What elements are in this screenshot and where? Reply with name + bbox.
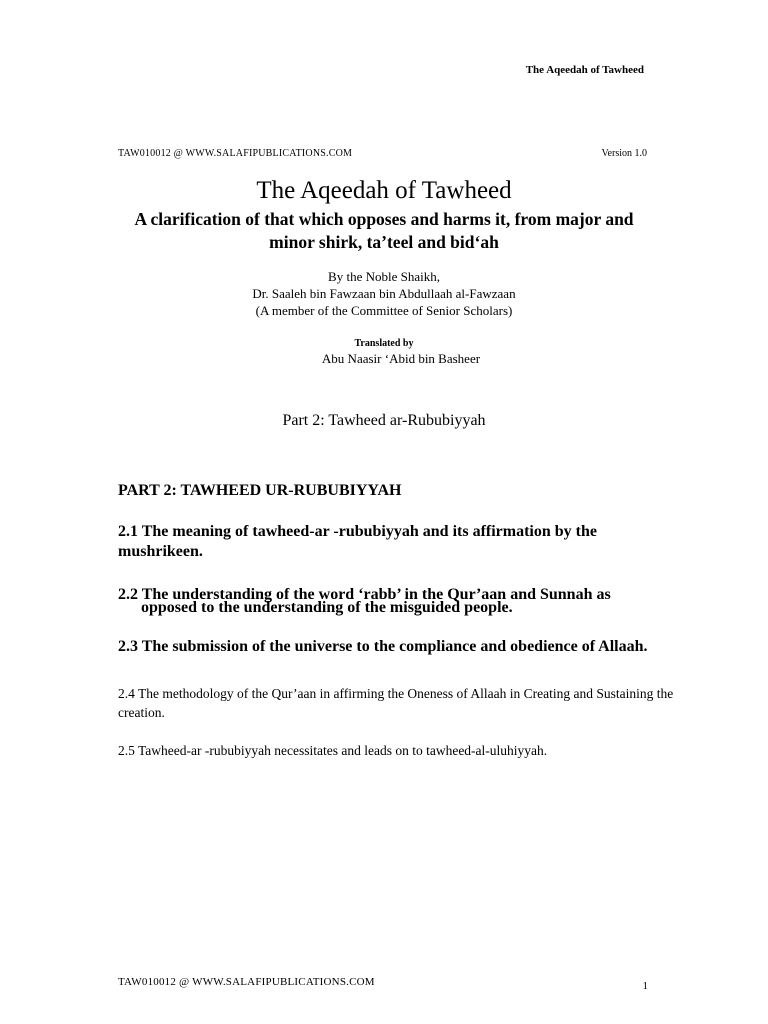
- version-label: Version 1.0: [601, 148, 647, 159]
- document-id: TAW010012 @ WWW.SALAFIPUBLICATIONS.COM: [118, 148, 353, 159]
- author-name: Dr. Saaleh bin Fawzaan bin Abdullaah al-Fawzaan: [252, 286, 516, 301]
- running-header-title: The Aqeedah of Tawheed: [525, 64, 644, 76]
- contents-item-2-2-line-1: 2.2 The understanding of the word ‘rabb’ in the Qur’aan and Sunnah as: [118, 586, 611, 603]
- author-honorific: By the Noble Shaikh,: [328, 269, 440, 284]
- translated-by-label: Translated by: [354, 338, 414, 349]
- author-block: [0, 268, 768, 319]
- contents-item-2-5: 2.5 Tawheed-ar -rububiyyah necessitates and leads on to tawheed-al-uluhiyyah.: [118, 743, 548, 758]
- document-subtitle: A clarification of that which opposes and harms it, from major and minor shirk, ta’teel and bid‘ah: [134, 209, 634, 252]
- contents-item-2-2-line-2: opposed to the understanding of the misguided people.: [141, 599, 513, 616]
- document-title: The Aqeedah of Tawheed: [256, 177, 512, 204]
- translator-name: Abu Naasir ‘Abid bin Basheer: [321, 351, 481, 366]
- part-title: Part 2: Tawheed ar-Rububiyyah: [282, 412, 486, 429]
- contents-item-2-1: 2.1 The meaning of tawheed-ar -rububiyyah and its affirmation by the mushrikeen.: [118, 523, 597, 560]
- section-heading: PART 2: TAWHEED UR-RUBUBIYYAH: [118, 482, 402, 499]
- footer-document-id: TAW010012 @ WWW.SALAFIPUBLICATIONS.COM: [118, 976, 375, 988]
- author-affiliation: (A member of the Committee of Senior Scholars): [255, 303, 513, 318]
- page-number: 1: [642, 980, 648, 992]
- contents-item-2-4: 2.4 The methodology of the Qur’aan in affirming the Oneness of Allaah in Creating and Sustaining the creation.: [118, 686, 674, 720]
- contents-item-2-3: 2.3 The submission of the universe to the compliance and obedience of Allaah.: [118, 638, 648, 655]
